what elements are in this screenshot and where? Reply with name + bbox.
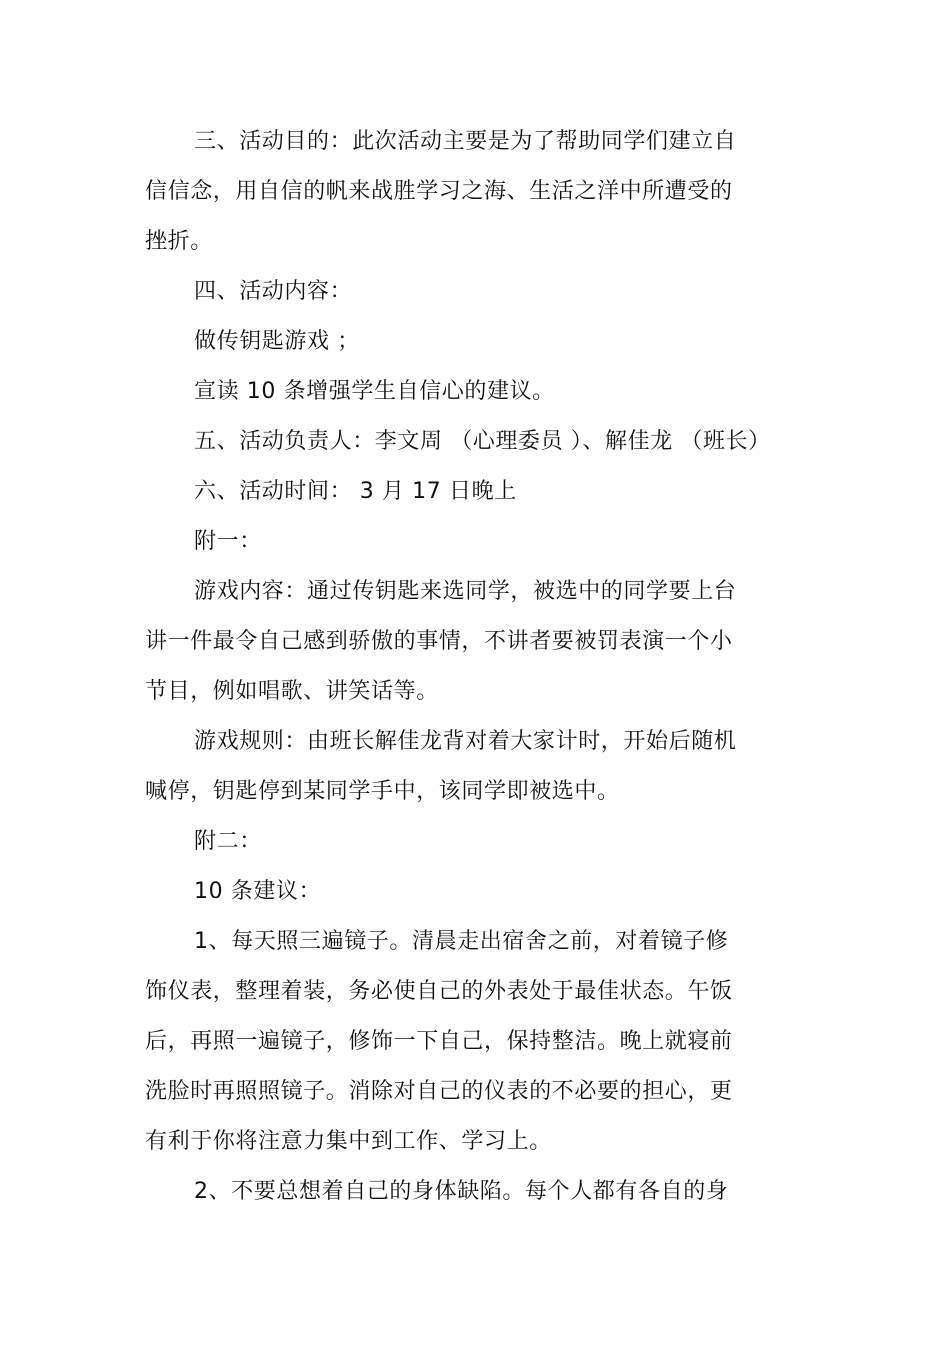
paragraph-line: 有利于你将注意力集中到工作、学习上。 (145, 1129, 552, 1154)
paragraph-line: 1、每天照三遍镜子。清晨走出宿舍之前，对着镜子修 (194, 929, 729, 954)
appendix-heading: 附二： (194, 829, 262, 854)
paragraph-line: 洗脸时再照照镜子。消除对自己的仪表的不必要的担心，更 (145, 1079, 733, 1104)
appendix-heading: 附一： (194, 529, 262, 554)
paragraph-line: 喊停，钥匙停到某同学手中，该同学即被选中。 (145, 779, 620, 804)
paragraph-line: 节目，例如唱歌、讲笑话等。 (145, 679, 439, 704)
paragraph-line: 做传钥匙游戏 ； (194, 329, 360, 354)
section-heading: 四、活动内容： (194, 279, 353, 304)
paragraph-line: 讲一件最令自己感到骄傲的事情，不讲者要被罚表演一个小 (145, 629, 733, 654)
paragraph-line: 后，再照一遍镜子，修饰一下自己，保持整洁。晚上就寝前 (145, 1029, 733, 1054)
paragraph-line: 2、不要总想着自己的身体缺陷。每个人都有各自的身 (194, 1179, 729, 1204)
paragraph-line: 游戏规则：由班长解佳龙背对着大家计时，开始后随机 (194, 729, 737, 754)
section-heading: 10 条建议： (194, 879, 322, 904)
paragraph-line: 游戏内容：通过传钥匙来选同学，被选中的同学要上台 (194, 579, 737, 604)
paragraph-line: 信信念，用自信的帆来战胜学习之海、生活之洋中所遭受的 (145, 179, 733, 204)
paragraph-line: 饰仪表，整理着装，务必使自己的外表处于最佳状态。午饭 (145, 979, 733, 1004)
paragraph-line: 宣读 10 条增强学生自信心的建议。 (194, 379, 555, 404)
paragraph-line: 挫折。 (145, 229, 213, 254)
paragraph-line: 五、活动负责人：李文周 （心理委员 ）、解佳龙 （班长） (194, 429, 771, 454)
paragraph-line: 六、活动时间： 3 月 17 日晚上 (194, 479, 517, 504)
paragraph-line: 三、活动目的：此次活动主要是为了帮助同学们建立自 (194, 129, 737, 154)
